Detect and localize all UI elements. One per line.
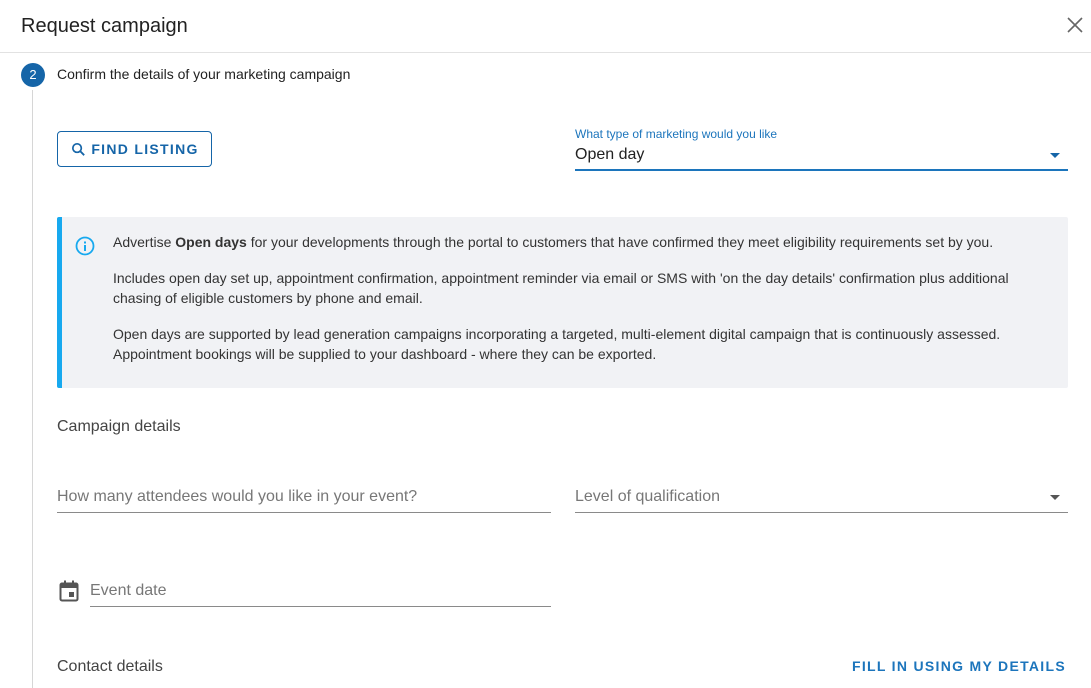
contact-details-heading: Contact details	[57, 658, 163, 675]
step-label: Confirm the details of your marketing campaign	[57, 66, 351, 82]
attendees-input[interactable]: How many attendees would you like in your event?	[57, 488, 418, 505]
fill-in-my-details-button[interactable]: FILL IN USING MY DETAILS	[852, 658, 1066, 674]
info-paragraph-2: Includes open day set up, appointment confirmation, appointment reminder via email or SMS with 'on the day details' confirmation plus additional chasing of eligible customers by phone and email.	[113, 270, 1009, 306]
event-date-underline	[90, 606, 551, 607]
step-number-badge: 2	[21, 63, 45, 87]
info-icon	[74, 235, 96, 257]
marketing-type-select[interactable]: Open day	[575, 146, 645, 163]
marketing-type-label: What type of marketing would you like	[575, 127, 778, 141]
find-listing-button[interactable]	[57, 131, 212, 167]
find-listing-label: FIND LISTING	[91, 141, 199, 157]
marketing-type-underline	[575, 169, 1068, 171]
chevron-down-icon[interactable]	[1050, 495, 1060, 500]
campaign-details-heading: Campaign details	[57, 418, 181, 435]
close-icon[interactable]	[1064, 14, 1086, 36]
qualification-select[interactable]: Level of qualification	[575, 488, 720, 505]
attendees-underline	[57, 512, 551, 513]
dialog-title: Request campaign	[21, 15, 188, 37]
search-icon	[70, 141, 87, 158]
chevron-down-icon[interactable]	[1050, 153, 1060, 158]
info-paragraph-3: Open days are supported by lead generation campaigns incorporating a targeted, multi-element digital campaign that is continuously assessed. Appointment bookings will be supplied to your dashboard - where they can be exported.	[113, 326, 1001, 362]
info-paragraph-1: Advertise Open days for your developments through the portal to customers that have confirmed they meet eligibility requirements set by you.	[113, 234, 994, 250]
step-connector	[32, 90, 33, 688]
dialog-header	[0, 0, 1091, 53]
event-date-input[interactable]: Event date	[90, 582, 167, 599]
qualification-underline	[575, 512, 1068, 513]
info-highlight: Open days	[175, 234, 247, 250]
calendar-icon[interactable]	[59, 580, 79, 602]
